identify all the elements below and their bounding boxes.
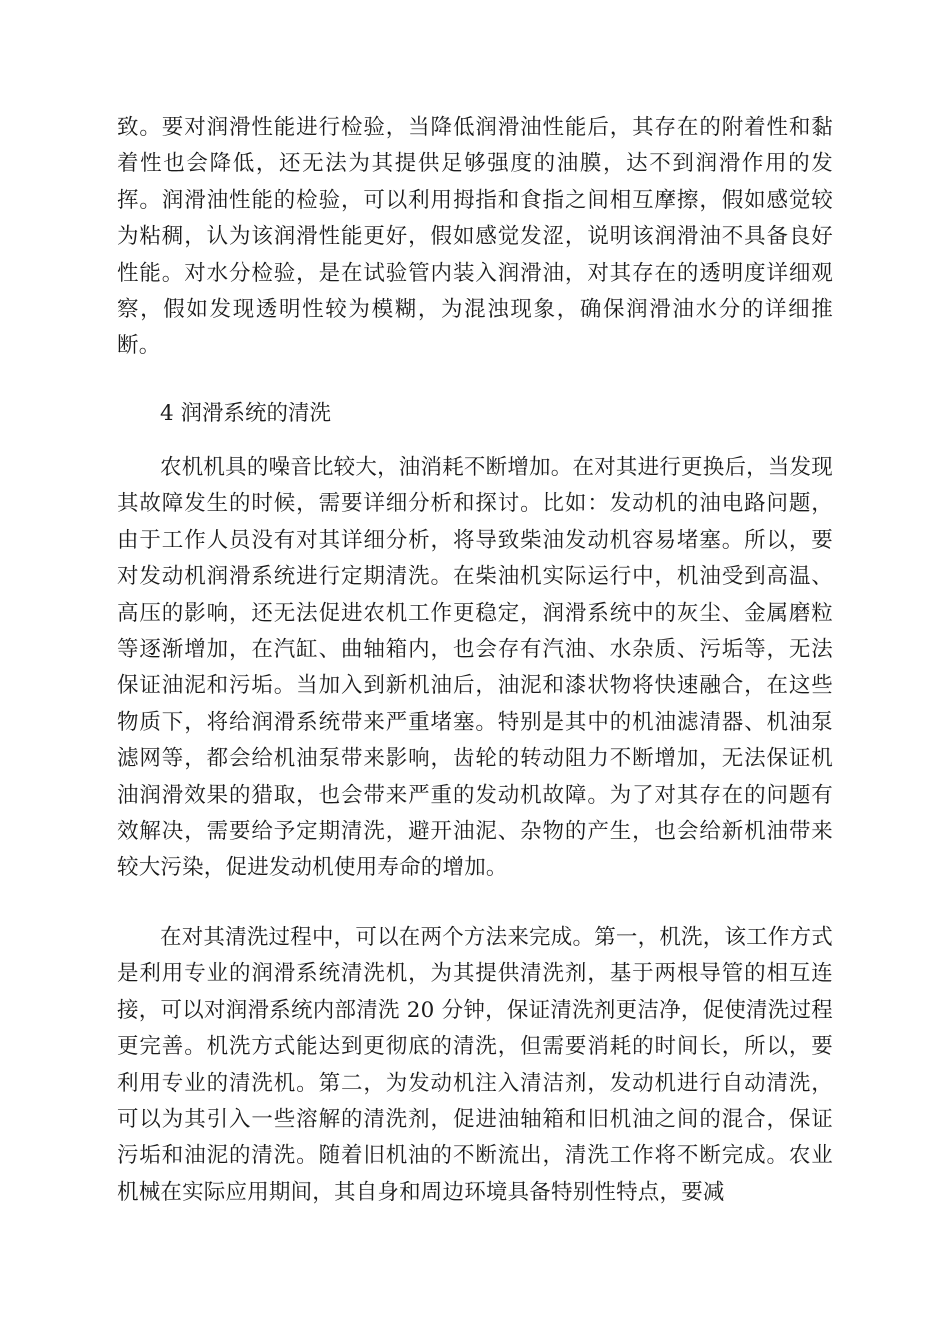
paragraph-lubrication-system-cleaning: 农机机具的噪音比较大，油消耗不断增加。在对其进行更换后，当发现其故障发生的时候，需要详细分析和探讨。比如：发动机的油电路问题，由于工作人员没有对其详细分析，将导致柴油发动机容易堵塞。所以，要对发动机润滑系统进行定期清洗。在柴油机实际运行中，机油受到高温、高压的影响，还无法促进农机工作更稳定，润滑系统中的灰尘、金属磨粒等逐渐增加，在汽缸、曲轴箱内，也会存有汽油、水杂质、污垢等，无法保证油泥和污垢。当加入到新机油后，油泥和漆状物将快速融合，在这些物质下，将给润滑系统带来严重堵塞。特别是其中的机油滤清器、机油泵滤网等，都会给机油泵带来影响，齿轮的转动阻力不断增加，无法保证机油润滑效果的猎取，也会带来严重的发动机故障。为了对其存在的问题有效解决，需要给予定期清洗，避开油泥、杂物的产生，也会给新机油带来较大污染，促进发动机使用寿命的增加。 xyxy=(117,455,833,881)
section-heading: 4 润滑系统的清洗 xyxy=(160,401,332,426)
paragraph-cleaning-methods: 在对其清洗过程中，可以在两个方法来完成。第一，机洗，该工作方式是利用专业的润滑系统清洗机，为其提供清洗剂，基于两根导管的相互连接，可以对润滑系统内部清洗 20 分钟，保证清洗剂更洁净，促使清洗过程更完善。机洗方式能达到更彻底的清洗，但需要消耗的时间长，所以，要利用专业的清洗机。第二，为发动机注入清洁剂，发动机进行自动清洗，可以为其引入一些溶解的清洗剂，促进油轴箱和旧机油之间的混合，保证污垢和油泥的清洗。随着旧机油的不断流出，清洗工作将不断完成。农业机械在实际应用期间，其自身和周边环境具备特别性特点，要减 xyxy=(117,925,833,1205)
paragraph-lubricant-inspection: 致。要对润滑性能进行检验，当降低润滑油性能后，其存在的附着性和黏着性也会降低，还无法为其提供足够强度的油膜，达不到润滑作用的发挥。润滑油性能的检验，可以利用拇指和食指之间相互摩擦，假如感觉较为粘稠，认为该润滑性能更好，假如感觉发涩，说明该润滑油不具备良好性能。对水分检验，是在试验管内装入润滑油，对其存在的透明度详细观察，假如发现透明性较为模糊，为混浊现象，确保润滑油水分的详细推断。 xyxy=(117,115,833,359)
